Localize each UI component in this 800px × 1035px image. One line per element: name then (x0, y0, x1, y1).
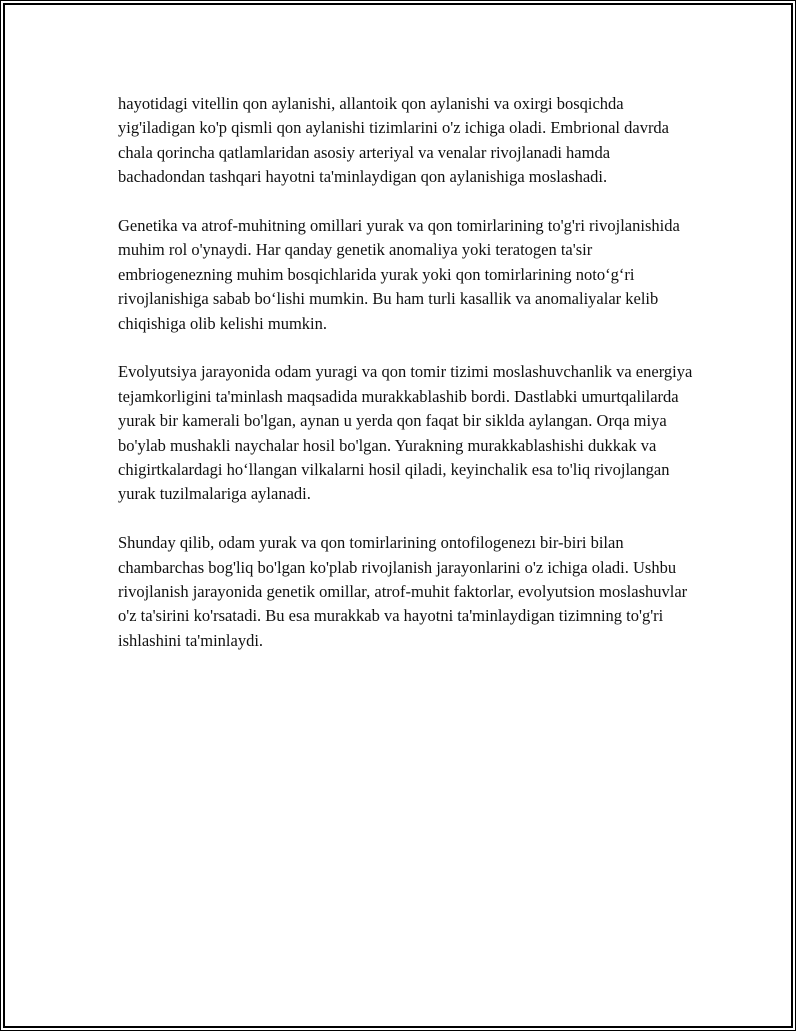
document-body (118, 92, 693, 678)
paragraph-3: Evolyutsiya jarayonida odam yuragi va qon tomir tizimi moslashuvchanlik va energiya tejamkorligini ta'minlash maqsadida murakkablashib bordi. Dastlabki umurtqalilarda yurak bir kamerali bo'lgan, aynan u yerda qon faqat bir siklda aylangan. Orqa miya bo'ylab mushakli naychalar hosil bo'lgan. Yurakning murakkablashishi dukkak va chigirtkalardagi ho‘llangan vilkalarni hosil qiladi, keyinchalik esa to'liq rivojlangan yurak tuzilmalariga aylanadi. (118, 362, 693, 504)
paragraph-4: Shunday qilib, odam yurak va qon tomirlarining ontofilogenezı bir-biri bilan chambarchas bog'liq bo'lgan ko'plab rivojlanish jarayonlarini o'z ichiga oladi. Ushbu rivojlanish jarayonida genetik omillar, atrof-muhit faktorlar, evolyutsion moslashuvlar o'z ta'sirini ko'rsatadi. Bu esa murakkab va hayotni ta'minlaydigan tizimning to'g'ri ishlashini ta'minlaydi. (118, 533, 688, 650)
paragraph-2: Genetika va atrof-muhitning omillari yurak va qon tomirlarining to'g'ri rivojlanishida muhim rol o'ynaydi. Har qanday genetik anomaliya yoki teratogen ta'sir embriogenezning muhim bosqichlarida yurak yoki qon tomirlarining noto‘g‘ri rivojlanishiga sabab bo‘lishi mumkin. Bu ham turli kasallik va anomaliyalar kelib chiqishiga olib kelishi mumkin. (118, 216, 680, 333)
paragraph-1: hayotidagi vitellin qon aylanishi, allantoik qon aylanishi va oxirgi bosqichda yig'iladigan ko'p qismli qon aylanishi tizimlarini o'z ichiga oladi. Embrional davrda chala qorincha qatlamlaridan asosiy arteriyal va venalar rivojlanadi hamda bachadondan tashqari hayotni ta'minlaydigan qon aylanishiga moslashadi. (118, 94, 670, 187)
